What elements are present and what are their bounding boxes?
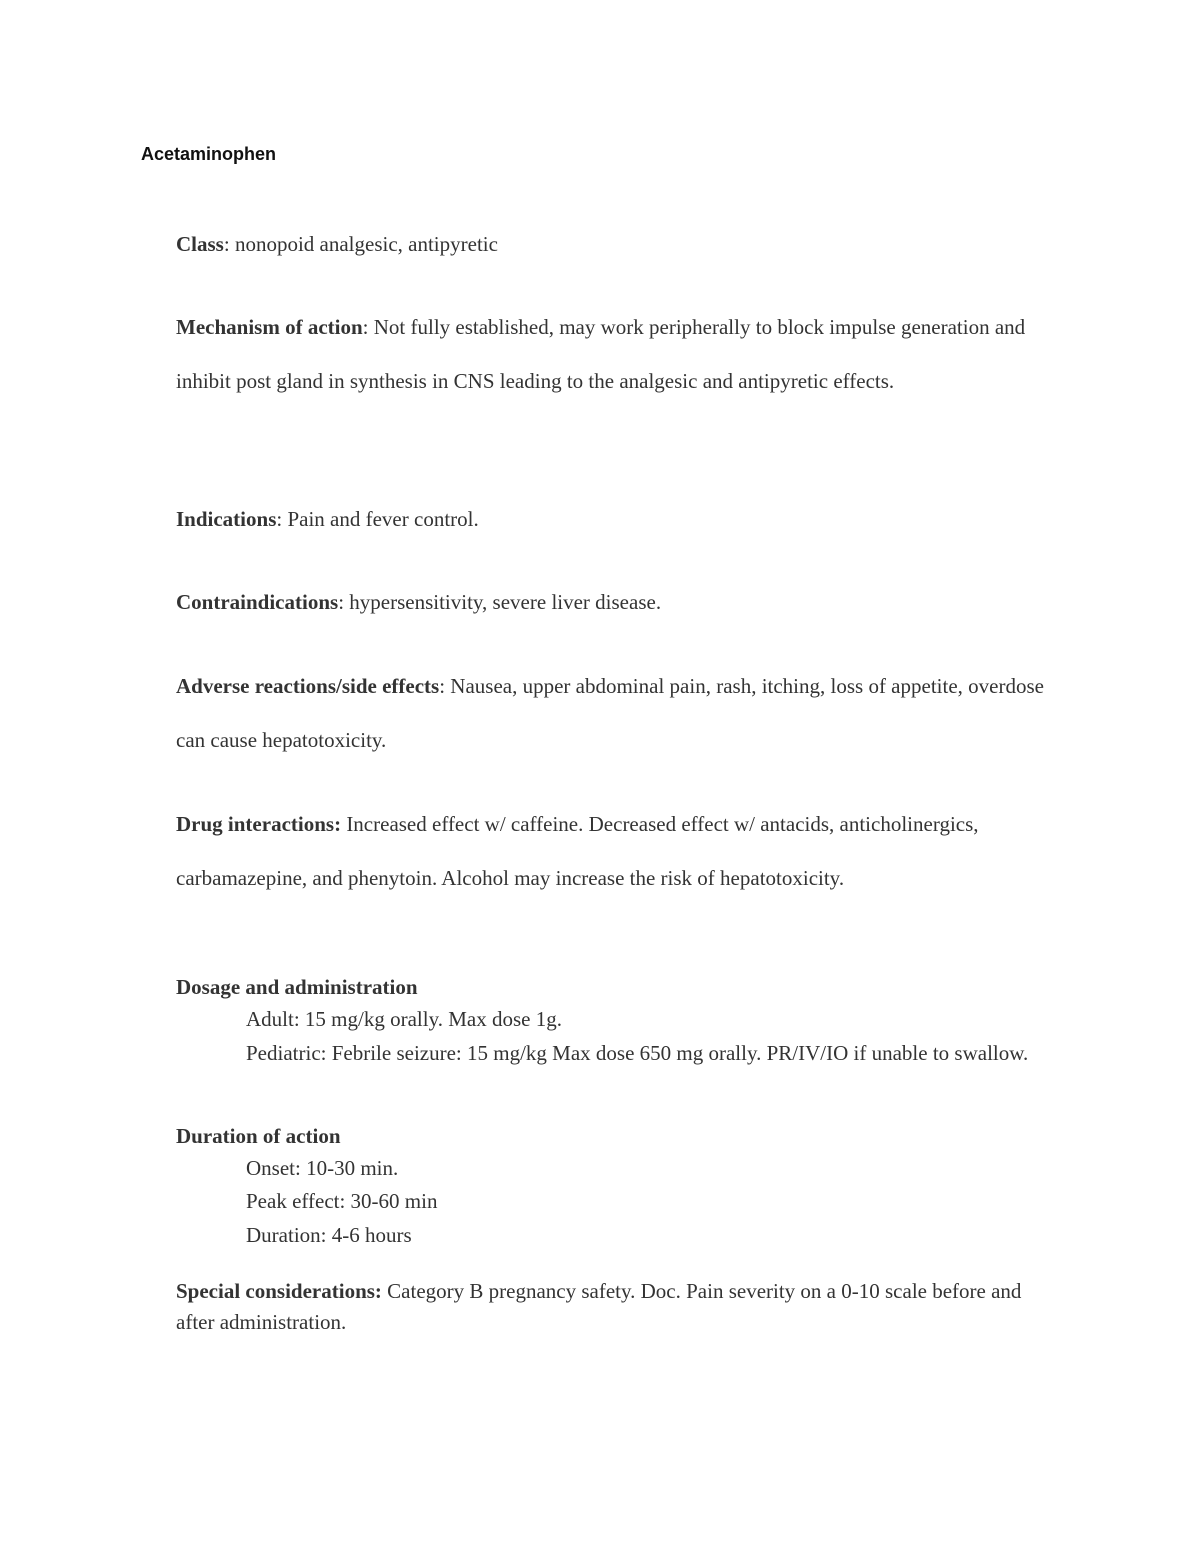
interactions-paragraph	[176, 797, 1076, 905]
dosage-adult: Adult: 15 mg/kg orally. Max dose 1g.	[246, 1007, 562, 1031]
class-label: Class	[176, 232, 224, 256]
class-paragraph	[176, 217, 1076, 271]
indications-paragraph	[176, 492, 1076, 546]
dosage-pediatric: Pediatric: Febrile seizure: 15 mg/kg Max dose 650 mg orally. PR/IV/IO if unable to swallow.	[246, 1041, 1029, 1065]
duration-onset: Onset: 10-30 min.	[246, 1156, 399, 1180]
duration-heading: Duration of action	[176, 1124, 341, 1148]
special-text: Category B pregnancy safety. Doc. Pain severity on a 0-10 scale before and after administration.	[176, 1279, 1022, 1334]
interactions-text: Increased effect w/ caffeine. Decreased effect w/ antacids, anticholinergics, carbamazepine, and phenytoin. Alcohol may increase the risk of hepatotoxicity.	[176, 812, 979, 890]
page-title: Acetaminophen	[141, 144, 277, 164]
interactions-label: Drug interactions:	[176, 812, 342, 836]
dosage-heading: Dosage and administration	[176, 975, 418, 999]
adverse-text: : Nausea, upper abdominal pain, rash, itching, loss of appetite, overdose can cause hepatotoxicity.	[176, 674, 1044, 752]
class-text: : nonopoid analgesic, antipyretic	[223, 232, 498, 256]
mechanism-text: : Not fully established, may work peripherally to block impulse generation and inhibit post gland in synthesis in CNS leading to the analgesic and antipyretic effects.	[176, 315, 1026, 393]
adverse-paragraph	[176, 659, 1076, 767]
mechanism-label: Mechanism of action	[176, 315, 363, 339]
adverse-label: Adverse reactions/side effects	[176, 674, 440, 698]
special-label: Special considerations:	[176, 1279, 382, 1303]
duration-peak: Peak effect: 30-60 min	[246, 1189, 438, 1213]
indications-text: : Pain and fever control.	[276, 507, 479, 531]
contraindications-text: : hypersensitivity, severe liver disease.	[338, 590, 662, 614]
contraindications-paragraph	[176, 575, 1076, 629]
special-paragraph	[176, 1276, 1056, 1338]
contraindications-label: Contraindications	[176, 590, 339, 614]
mechanism-paragraph	[176, 300, 1076, 408]
duration-total: Duration: 4-6 hours	[246, 1223, 412, 1247]
indications-label: Indications	[176, 507, 277, 531]
